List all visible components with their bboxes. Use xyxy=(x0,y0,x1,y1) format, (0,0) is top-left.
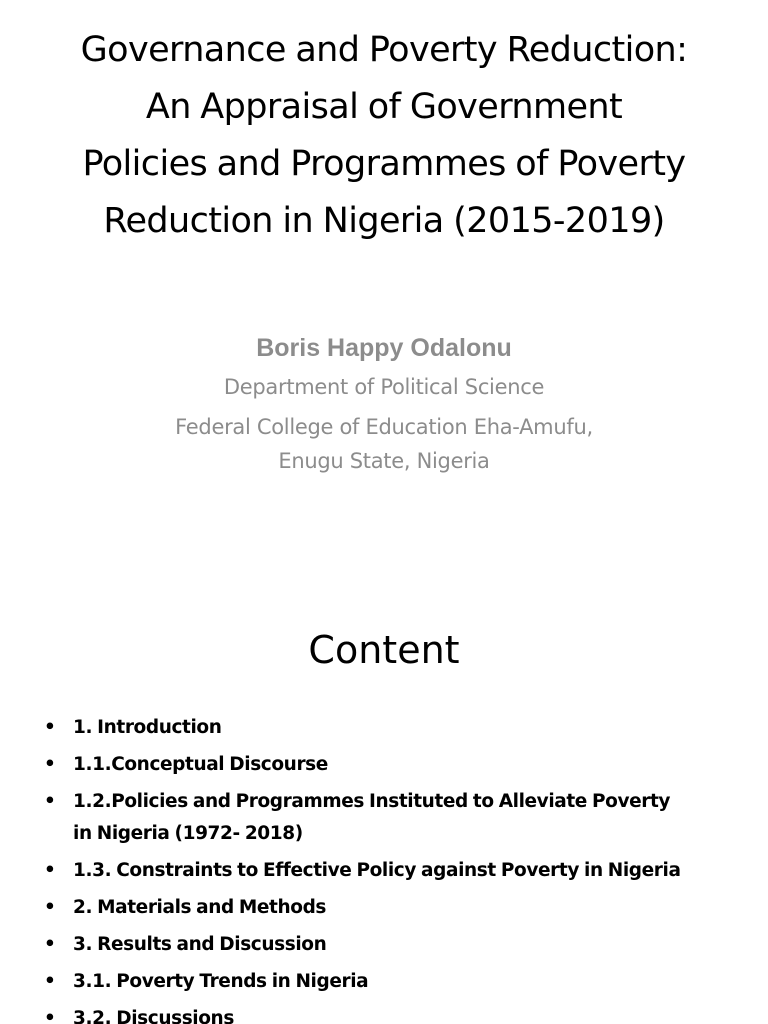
title-line: Reduction in Nigeria (2015-2019) xyxy=(103,201,665,241)
toc-item xyxy=(42,857,742,885)
bullet-icon: • xyxy=(44,1008,56,1024)
toc-item xyxy=(42,894,742,922)
bullet-icon: • xyxy=(44,717,56,738)
content-heading: Content xyxy=(308,628,460,672)
title-line: Policies and Programmes of Poverty xyxy=(82,144,686,184)
toc-item-line: in Nigeria (1972- 2018) xyxy=(73,823,303,844)
institution-line: Federal College of Education Eha-Amufu, xyxy=(175,415,593,439)
toc-item-line: 3.1. Poverty Trends in Nigeria xyxy=(73,971,369,992)
toc-item-text xyxy=(73,788,742,848)
bullet-icon: • xyxy=(44,754,56,775)
toc-item-line: 1.3. Constraints to Effective Policy against Poverty in Nigeria xyxy=(73,860,681,881)
title-line: An Appraisal of Government xyxy=(145,87,623,127)
toc-item xyxy=(42,751,742,779)
toc-item xyxy=(42,931,742,959)
bullet-icon: • xyxy=(44,897,56,918)
presentation-title xyxy=(20,22,748,250)
toc-item-line: 1.2.Policies and Programmes Instituted to Alleviate Poverty xyxy=(73,791,671,812)
toc-item-text xyxy=(73,751,742,779)
toc-item-line: 2. Materials and Methods xyxy=(73,897,327,918)
toc-item xyxy=(42,714,742,742)
bullet-icon: • xyxy=(44,971,56,992)
toc-item-text xyxy=(73,968,742,996)
toc-item-line: 1.1.Conceptual Discourse xyxy=(73,754,328,775)
institution-line: Enugu State, Nigeria xyxy=(278,449,490,473)
toc-item-text xyxy=(73,931,742,959)
bullet-icon: • xyxy=(44,934,56,955)
author-department: Department of Political Science xyxy=(223,375,545,399)
author-name: Boris Happy Odalonu xyxy=(256,334,512,362)
toc-item-line: 3.2. Discussions xyxy=(73,1008,234,1024)
author-institution xyxy=(0,410,768,478)
toc-item xyxy=(42,1005,742,1024)
toc-item xyxy=(42,788,742,848)
table-of-contents xyxy=(42,714,742,1024)
content-slide xyxy=(0,576,768,1024)
toc-item-line: 3. Results and Discussion xyxy=(73,934,327,955)
toc-item-text xyxy=(73,894,742,922)
bullet-icon: • xyxy=(44,791,56,812)
toc-item-text xyxy=(73,714,742,742)
title-line: Governance and Poverty Reduction: xyxy=(80,30,688,70)
toc-item xyxy=(42,968,742,996)
bullet-icon: • xyxy=(44,860,56,881)
toc-item-text xyxy=(73,1005,742,1024)
toc-item-text xyxy=(73,857,742,885)
toc-item-line: 1. Introduction xyxy=(73,717,222,738)
